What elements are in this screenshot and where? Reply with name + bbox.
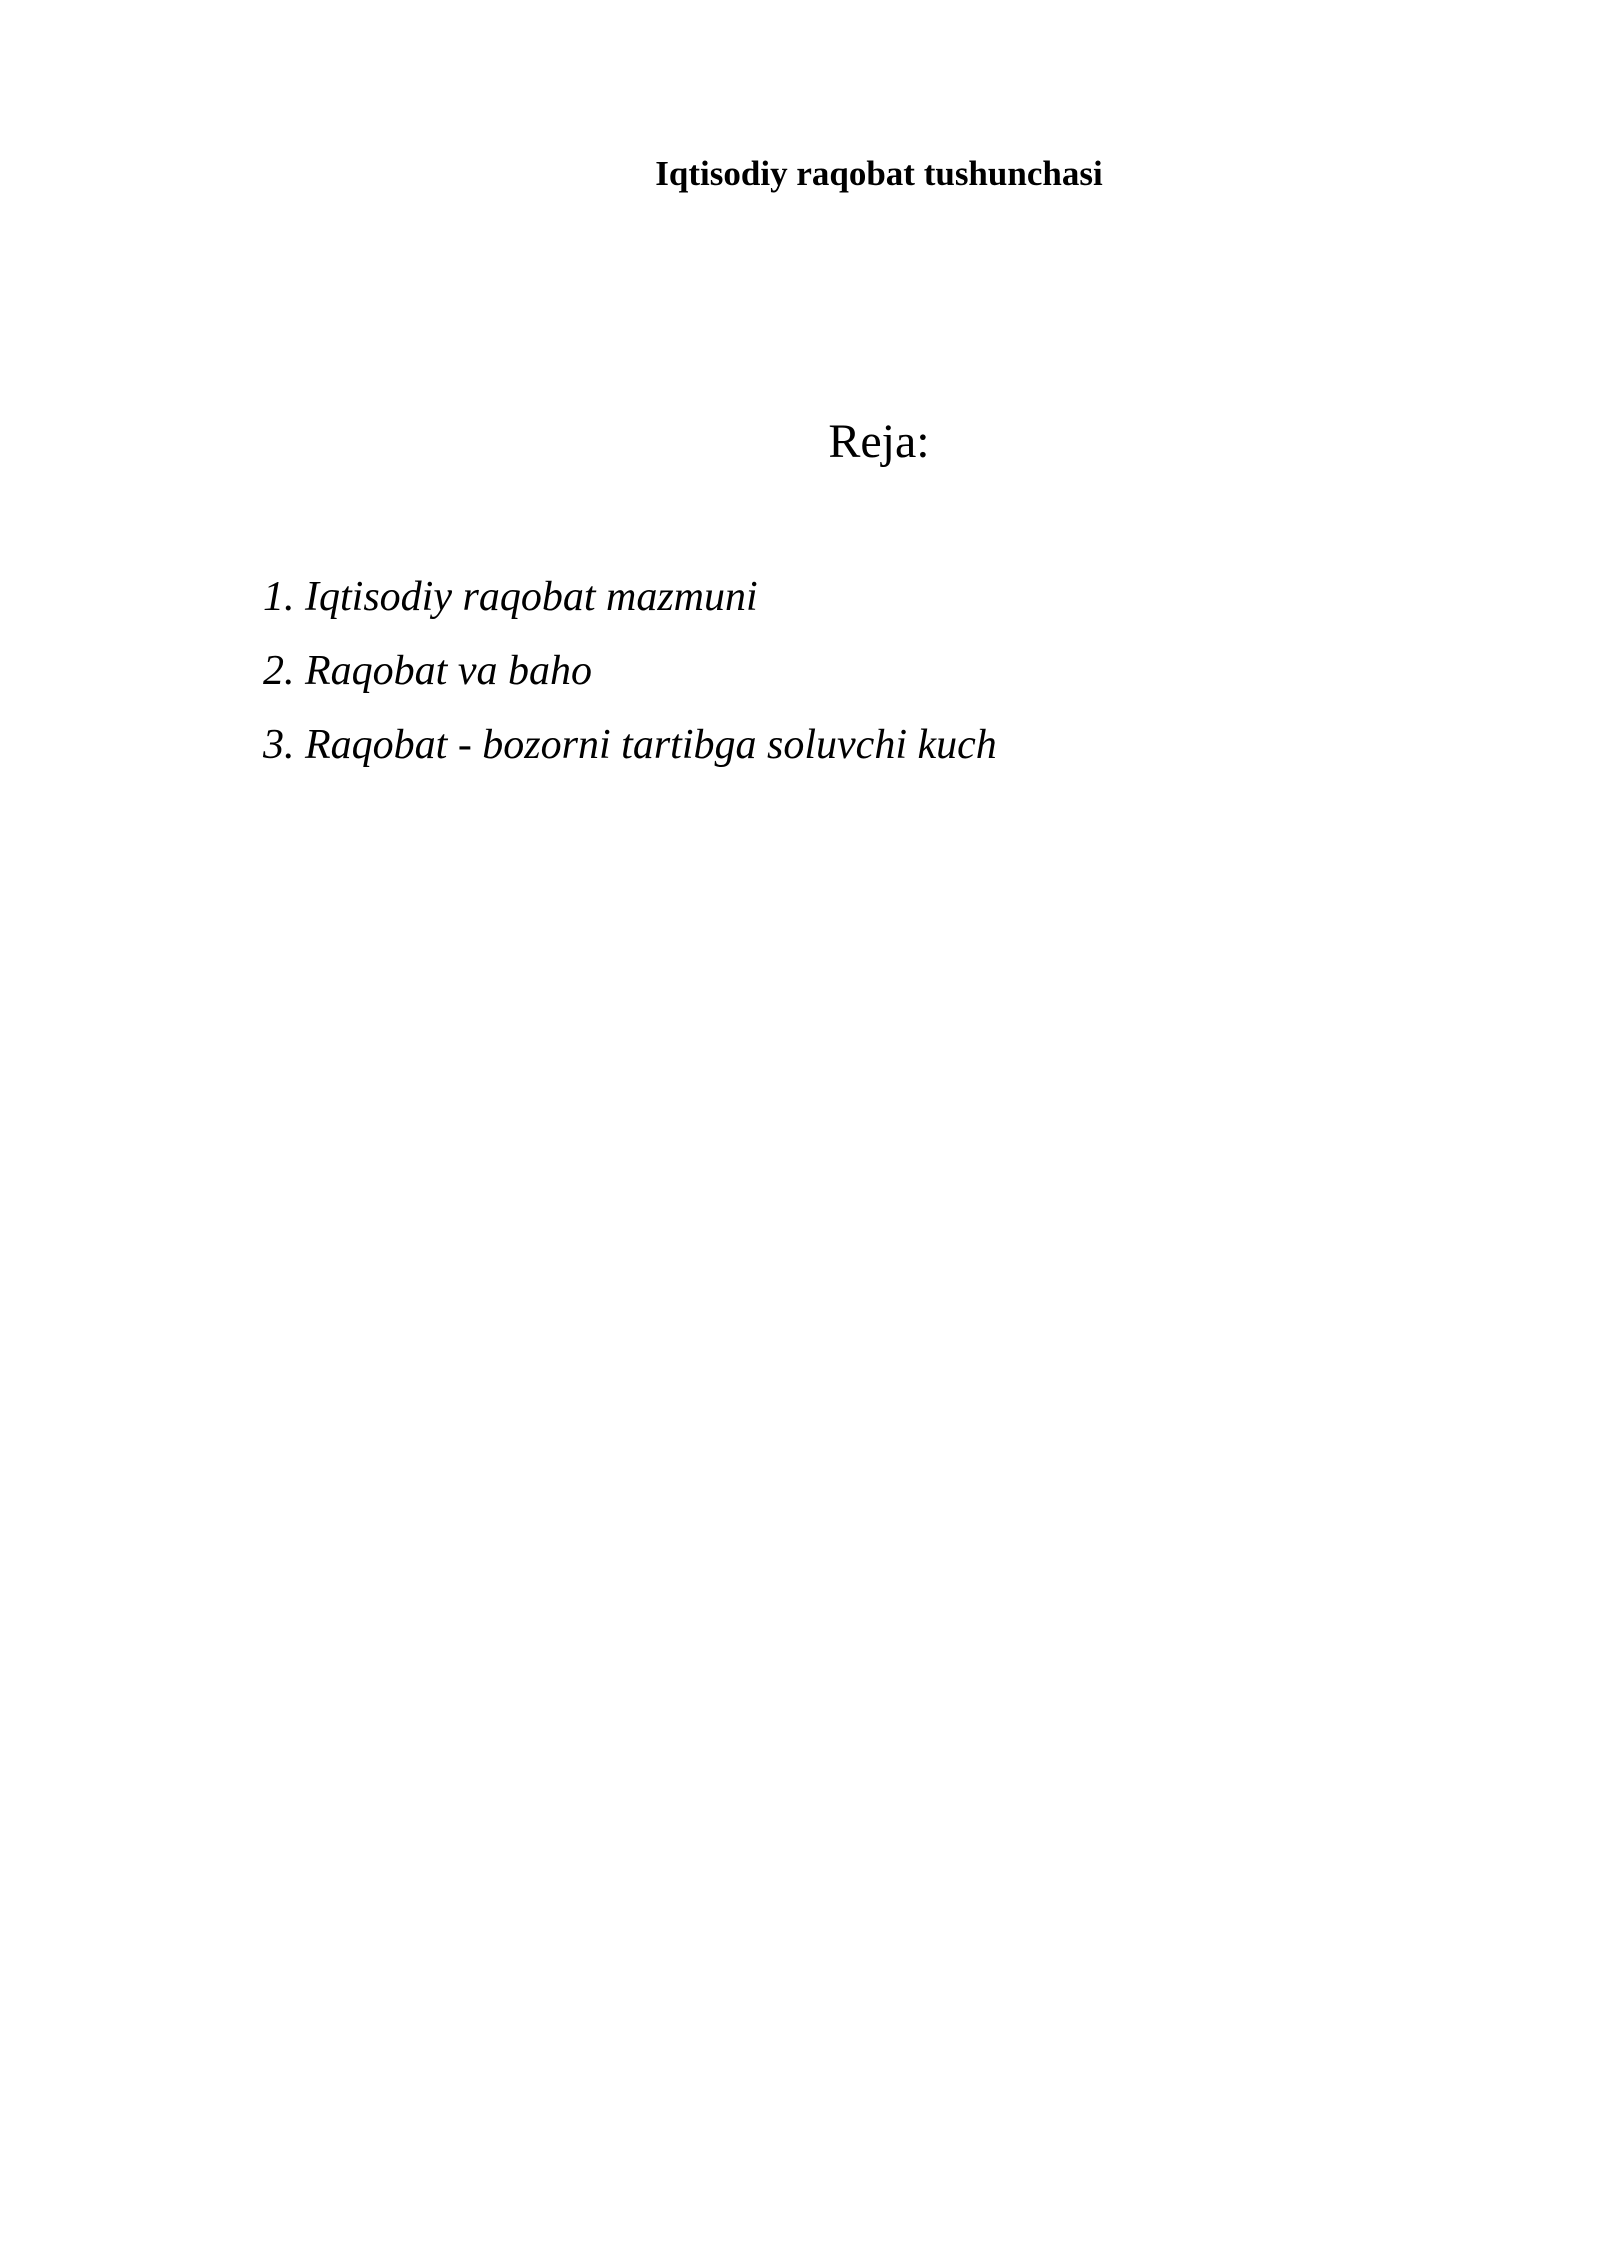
plan-list bbox=[263, 560, 997, 782]
plan-heading: Reja: bbox=[828, 415, 930, 468]
plan-item: 1. Iqtisodiy raqobat mazmuni bbox=[263, 574, 758, 620]
document-title: Iqtisodiy raqobat tushunchasi bbox=[655, 154, 1103, 193]
plan-item: 2. Raqobat va baho bbox=[263, 648, 592, 694]
plan-item: 3. Raqobat - bozorni tartibga soluvchi kuch bbox=[263, 722, 997, 768]
